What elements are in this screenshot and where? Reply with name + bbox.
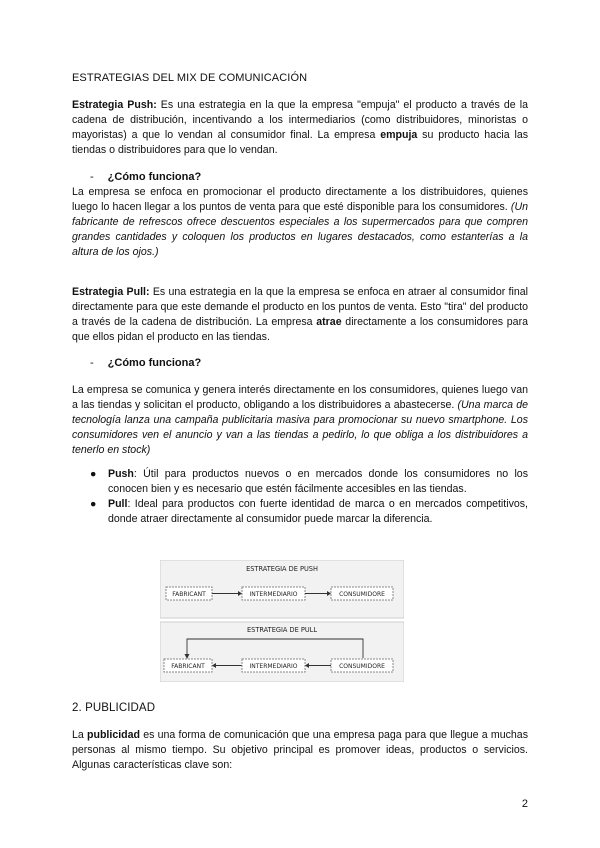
push-how-heading: - ¿Cómo funciona? <box>90 171 202 183</box>
pull-node-intermediario-label: INTERMEDIARIO <box>249 663 298 670</box>
page-number: 2 <box>521 798 528 810</box>
push-diagram-title: ESTRATEGIA DE PUSH <box>246 565 318 573</box>
pull-node-fabricant-label: FABRICANT <box>171 663 205 670</box>
bullet-dot-icon: ● <box>90 498 97 510</box>
pull-term: Estrategia Pull: <box>72 286 150 298</box>
bullet-push: ● Push: Útil para productos nuevos o en mercados donde los consumidores no los conocen bien y es necesario que estén fácilmente accesibles en las tiendas. <box>90 468 528 495</box>
pull-how-heading: - ¿Cómo funciona? <box>90 357 202 369</box>
push-node-fabricant-label: FABRICANT <box>172 591 206 598</box>
publicidad-heading: 2. PUBLICIDAD <box>72 702 156 714</box>
pull-node-consumidore-label: CONSUMIDORE <box>339 663 385 670</box>
pull-diagram-title: ESTRATEGIA DE PULL <box>246 626 318 634</box>
strategy-bullets <box>72 467 528 527</box>
push-node-consumidore-label: CONSUMIDORE <box>339 591 385 598</box>
pull-definition: Estrategia Pull: Es una estrategia en la que la empresa se enfoca en atraer al consumidor final directamente para que este demande el producto en los puntos de venta. Esto "tira" del producto a través de la cadena de distribución. La empresa atrae directamente a los consumidores para que ellos pidan el producto en las tiendas. <box>72 286 528 343</box>
bullet-pull: ● Pull: Ideal para productos con fuerte identidad de marca o en mercados competitivos, donde atraer directamente al consumidor puede marcar la diferencia. <box>90 498 528 525</box>
pull-how-text: La empresa se comunica y genera interés directamente en los consumidores, quienes luego van a las tiendas y solicitan el producto, obligando a los distribuidores a abastecerse. (Una marca de tecnología lanza una campaña publicitaria masiva para promocionar su nuevo smartphone. Los consumidores ven el anuncio y van a las tiendas a pedirlo, lo que obliga a los distribuidores a tenerlo en stock) <box>72 384 528 456</box>
push-pull-diagram <box>160 560 404 682</box>
push-definition: Estrategia Push: Es una estrategia en la que la empresa "empuja" el producto a través de la cadena de distribución, incentivando a los intermediarios (como distribuidores, minoristas o mayoristas) a que lo vendan al consumidor final. La empresa empuja su producto hacia las tiendas o distribuidores para que lo vendan. <box>72 99 529 156</box>
section-title: ESTRATEGIAS DEL MIX DE COMUNICACIÓN <box>72 72 308 84</box>
bullet-dot-icon: ● <box>90 468 97 480</box>
push-example: (Un fabricante de refrescos ofrece descuentos especiales a los supermercados para que compren grandes cantidades y coloquen los productos en lugares destacados, como estanterías a la altura de los ojos.) <box>72 201 528 258</box>
push-term: Estrategia Push: <box>72 99 157 111</box>
push-how-text: La empresa se enfoca en promocionar el producto directamente a los distribuidores, quienes luego lo hacen llegar a los puntos de venta para que esté disponible para los consumidores. (Un fabricante de refrescos ofrece descuentos especiales a los supermercados para que compren grandes cantidades y coloquen los productos en lugares destacados, como estanterías a la altura de los ojos.) <box>72 186 528 258</box>
pull-example: (Una marca de tecnología lanza una campaña publicitaria masiva para promocionar su nuevo smartphone. Los consumidores ven el anuncio y van a las tiendas a pedirlo, lo que obliga a los distribuidores a tenerlo en stock) <box>72 399 528 456</box>
push-node-intermediario-label: INTERMEDIARIO <box>249 591 298 598</box>
publicidad-intro: La publicidad es una forma de comunicación que una empresa paga para que llegue a muchas personas al mismo tiempo. Su objetivo principal es promover ideas, productos o servicios. Algunas características clave son: <box>72 729 528 771</box>
